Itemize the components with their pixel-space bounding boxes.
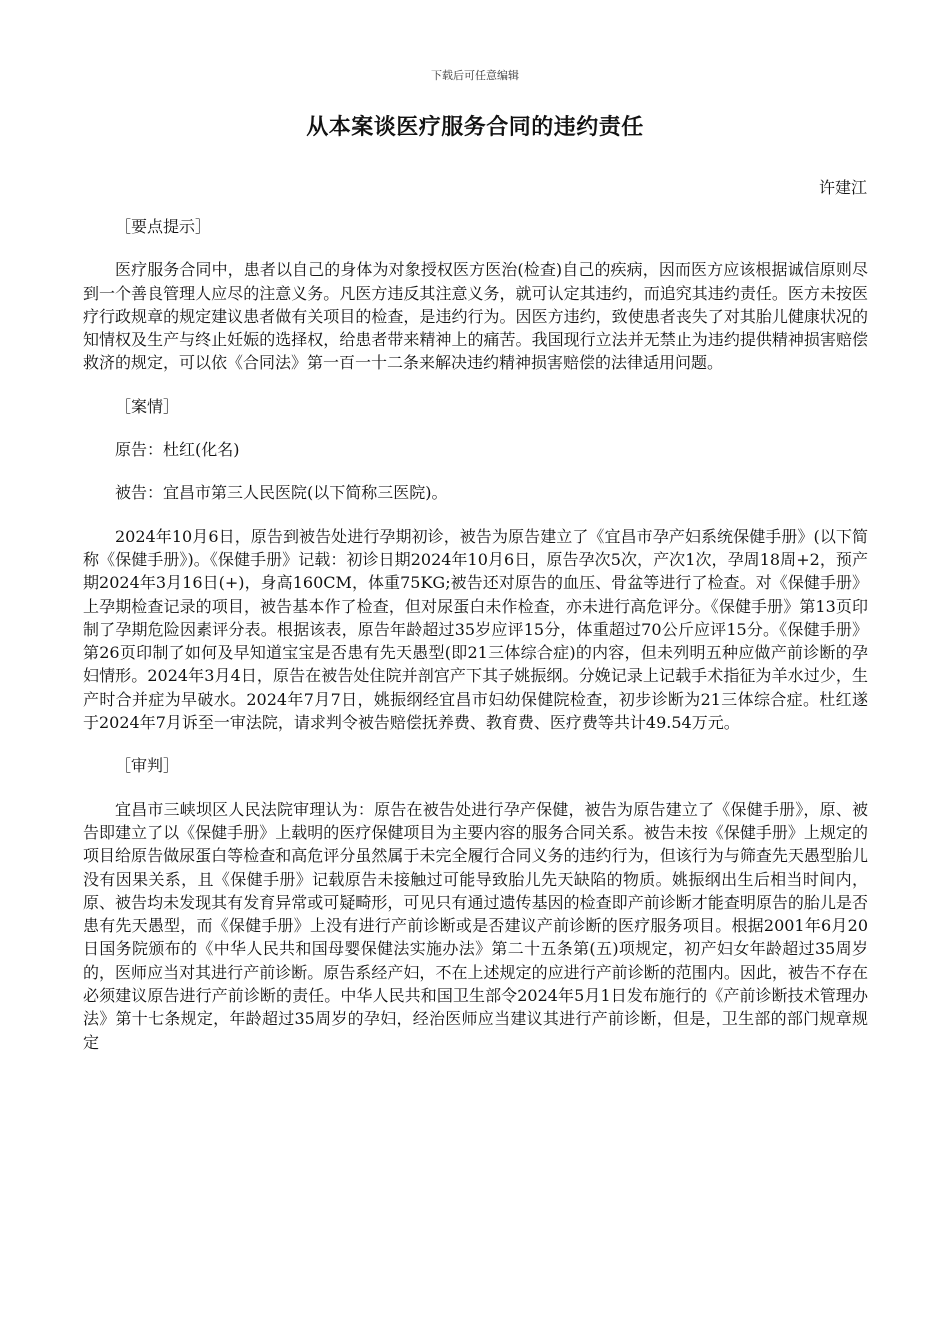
paragraph-defendant: 被告：宜昌市第三人民医院(以下简称三医院)。 (115, 483, 448, 503)
paragraph-plaintiff: 原告：杜红(化名) (115, 440, 240, 460)
section-label-case: ［案情］ (115, 396, 180, 416)
paragraph-key-points: 医疗服务合同中，患者以自己的身体为对象授权医方医治(检查)自己的疾病，因而医方应该根据诚信原则尽到一个善良管理人应尽的注意义务。凡医方违反其注意义务，就可认定其违约，而追究其违约责任。医方未按医疗行政规章的规定建议患者做有关项目的检查，是违约行为。因医方违约，致使患者丧失了对其胎儿健康状况的知情权及生产与终止妊娠的选择权，给患者带来精神上的痛苦。我国现行立法并无禁止为违约提供精神损害赔偿救济的规定，可以依《合同法》第一百一十二条来解决违约精神损害赔偿的法律适用问题。 (83, 260, 868, 373)
document-body (83, 215, 868, 1074)
author-name: 许建江 (818, 178, 867, 197)
section-label-judgment: ［审判］ (115, 756, 180, 776)
paragraph-case-facts: 2024年10月6日，原告到被告处进行孕期初诊，被告为原告建立了《宜昌市孕产妇系统保健手册》(以下简称《保健手册》)。《保健手册》记载：初诊日期2024年10月6日，原告孕次5次，产次1次，孕周18周+2，预产期2024年3月16日(+)，身高160CM，体重75KG;被告还对原告的血压、骨盆等进行了检查。对《保健手册》上孕期检查记录的项目，被告基本作了检查，但对尿蛋白未作检查，亦未进行高危评分。《保健手册》第13页印制了孕期危险因素评分表。根据该表，原告年龄超过35岁应评15分，体重超过70公斤应评15分。《保健手册》第26页印制了如何及早知道宝宝是否患有先天愚型(即21三体综合症)的内容，但未列明五种应做产前诊断的孕妇情形。2024年3月4日，原告在被告处住院并剖宫产下其子姚振纲。分娩记录上记载手术指征为羊水过少，生产时合并症为早破水。2024年7月7日，姚振纲经宜昌市妇幼保健院检查，初步诊断为21三体综合症。杜红遂于2024年7月诉至一审法院，请求判令被告赔偿抚养费、教育费、医疗费等共计49.54万元。 (83, 526, 868, 733)
section-label-key-points: ［要点提示］ (115, 217, 212, 236)
header-note: 下载后可任意编辑 (431, 69, 519, 82)
paragraph-judgment: 宜昌市三峡坝区人民法院审理认为：原告在被告处进行孕产保健，被告为原告建立了《保健手册》，原、被告即建立了以《保健手册》上载明的医疗保健项目为主要内容的服务合同关系。被告未按《保健手册》上规定的项目给原告做尿蛋白等检查和高危评分虽然属于未完全履行合同义务的违约行为，但该行为与筛查先天愚型胎儿没有因果关系，且《保健手册》记载原告未接触过可能导致胎儿先天缺陷的物质。姚振纲出生后相当时间内，原、被告均未发现其有发育异常或可疑畸形，可见只有通过遗传基因的检查即产前诊断才能查明原告的胎儿是否患有先天愚型，而《保健手册》上没有进行产前诊断或是否建议产前诊断的医疗服务项目。根据2001年6月20日国务院颁布的《中华人民共和国母婴保健法实施办法》第二十五条第(五)项规定，初产妇女年龄超过35周岁的，医师应当对其进行产前诊断。原告系经产妇，不在上述规定的应进行产前诊断的范围内。因此，被告不存在必须建议原告进行产前诊断的责任。中华人民共和国卫生部令2024年5月1日发布施行的《产前诊断技术管理办法》第十七条规定，年龄超过35周岁的孕妇，经治医师应当建议其进行产前诊断，但是，卫生部的部门规章规定 (83, 799, 868, 1052)
document-title: 从本案谈医疗服务合同的违约责任 (306, 115, 644, 140)
